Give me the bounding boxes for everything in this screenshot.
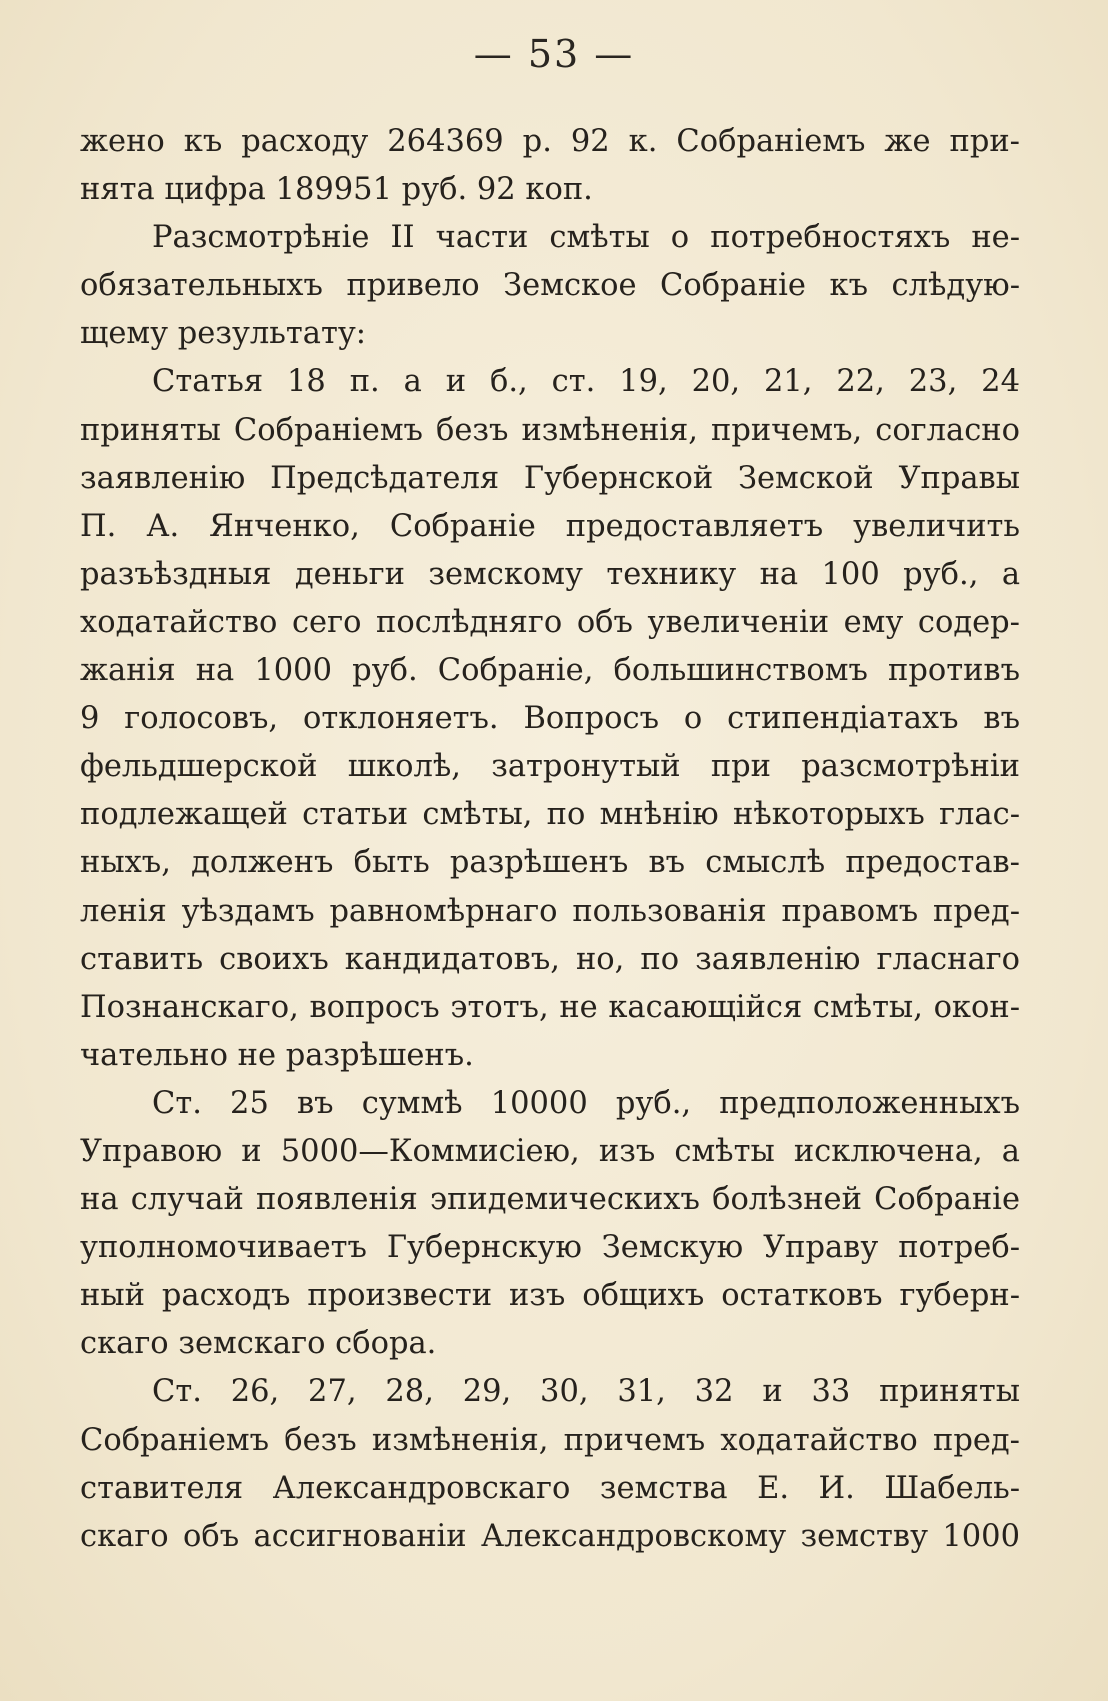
text-line: скаго объ ассигнованіи Александровскому земству 1000: [80, 1518, 1020, 1554]
paragraph-start-line: Ст. 25 въ суммѣ 10000 руб., предположенныхъ: [152, 1085, 1020, 1121]
text-line: приняты Собраніемъ безъ измѣненія, причемъ, согласно: [80, 412, 1020, 448]
text-line: ный расходъ произвести изъ общихъ остатковъ губерн-: [80, 1278, 1020, 1314]
text-line: Управою и 5000—Коммисіею, изъ смѣты исключена, а: [80, 1133, 1020, 1169]
text-line: ныхъ, долженъ быть разрѣшенъ въ смыслѣ предостав-: [80, 845, 1020, 881]
text-line: разъѣздныя деньги земскому технику на 100 руб., а: [80, 556, 1020, 592]
text-line: жено къ расходу 264369 р. 92 к. Собраніемъ же при-: [80, 124, 1020, 159]
paragraph-start-line: Разсмотрѣніе II части смѣты о потребностяхъ не-: [152, 220, 1020, 256]
text-line: на случай появленія эпидемическихъ болѣзней Собраніе: [80, 1182, 1020, 1218]
text-line: уполномочиваетъ Губернскую Земскую Управу потреб-: [80, 1230, 1020, 1266]
text-line: щему результату:: [80, 316, 367, 352]
text-line: нята цифра 189951 руб. 92 коп.: [80, 172, 593, 208]
text-line: ходатайство сего послѣдняго объ увеличеніи ему содер-: [80, 604, 1020, 640]
text-line: подлежащей статьи смѣты, по мнѣнію нѣкоторыхъ глас-: [80, 797, 1020, 833]
text-line: фельдшерской школѣ, затронутый при разсмотрѣніи: [80, 749, 1020, 785]
text-line: Собраніемъ безъ измѣненія, причемъ ходатайство пред-: [80, 1422, 1020, 1458]
text-line: ленія уѣздамъ равномѣрнаго пользованія правомъ пред-: [80, 893, 1020, 929]
text-line: Познанскаго, вопросъ этотъ, не касающійся смѣты, окон-: [80, 989, 1020, 1025]
text-line: ставить своихъ кандидатовъ, но, по заявленію гласнаго: [80, 941, 1020, 977]
body-text: [80, 118, 1020, 1561]
text-line: скаго земскаго сбора.: [80, 1326, 437, 1362]
text-line: чательно не разрѣшенъ.: [80, 1037, 474, 1073]
text-line: ставителя Александровскаго земства Е. И. Шабель-: [80, 1470, 1020, 1506]
text-line: заявленію Предсѣдателя Губернской Земской Управы: [80, 460, 1020, 496]
page-number: — 53 —: [473, 32, 635, 76]
text-line: жанія на 1000 руб. Собраніе, большинствомъ противъ: [80, 653, 1020, 689]
text-line: 9 голосовъ, отклоняетъ. Вопросъ о стипендіатахъ въ: [80, 701, 1020, 737]
paragraph-start-line: Ст. 26, 27, 28, 29, 30, 31, 32 и 33 приняты: [152, 1374, 1020, 1410]
paragraph-start-line: Статья 18 п. а и б., ст. 19, 20, 21, 22, 23, 24: [152, 364, 1020, 400]
text-line: обязательныхъ привело Земское Собраніе къ слѣдую-: [80, 268, 1020, 304]
text-line: П. А. Янченко, Собраніе предоставляетъ увеличить: [80, 508, 1020, 544]
